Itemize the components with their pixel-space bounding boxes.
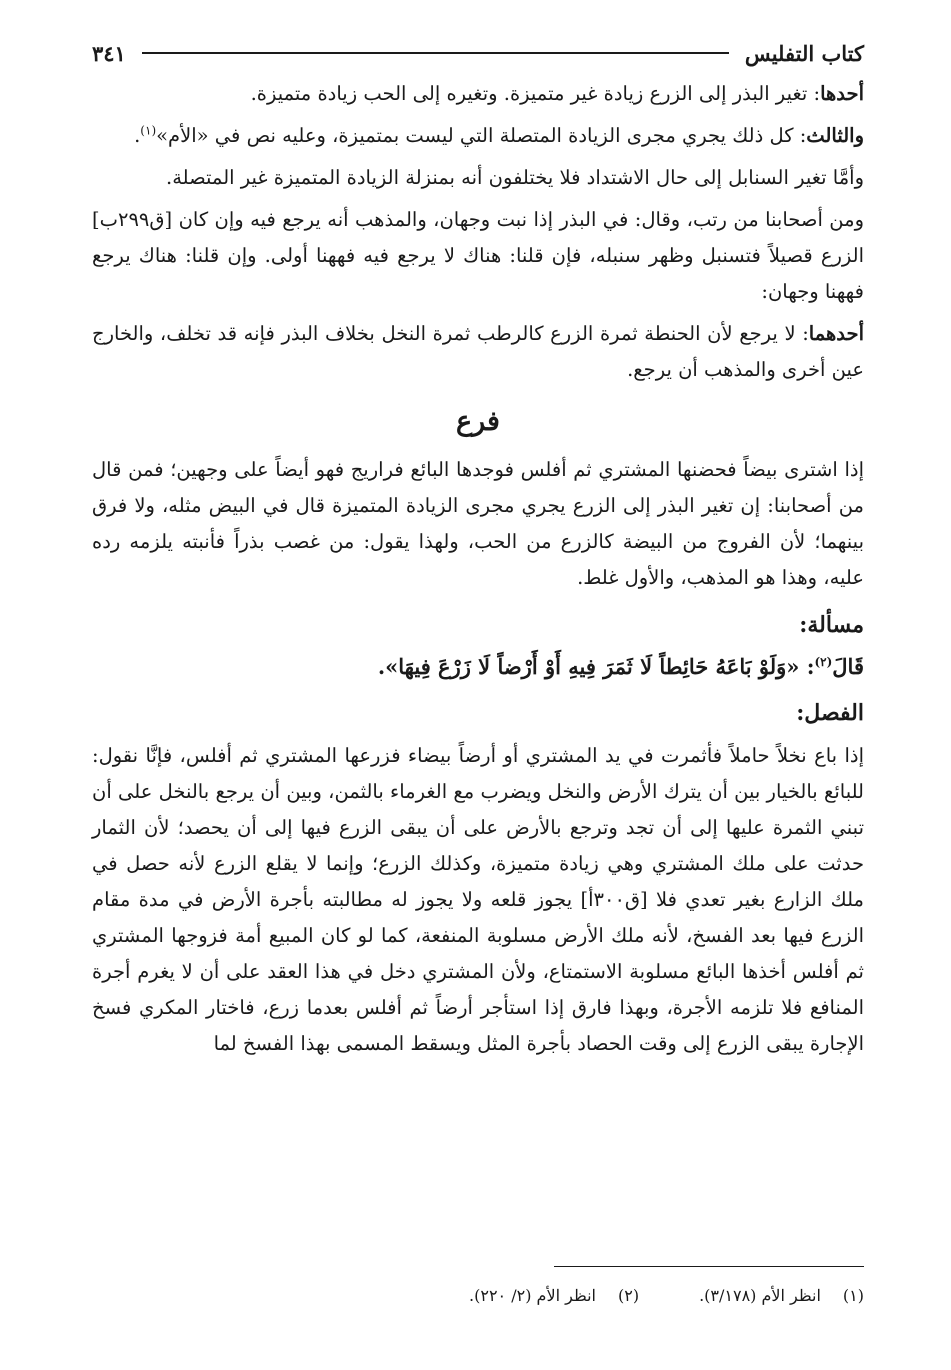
footnote-number: (٢)	[617, 1286, 640, 1305]
footnotes	[92, 1282, 864, 1310]
footnote-text: انظر الأم (٢/ ٢٢٠).	[469, 1286, 596, 1305]
masala-quote	[92, 648, 864, 686]
footnote-ref-1: (١)	[140, 123, 157, 138]
page-number: ٣٤١	[92, 40, 126, 66]
paragraph-text: : تغير البذر إلى الزرع زيادة غير متميزة. وتغيره إلى الحب زيادة متميزة.	[250, 82, 821, 105]
paragraph-text: : كل ذلك يجري مجرى الزيادة المتصلة التي ليست بمتميزة، وعليه نص في «الأم»	[156, 124, 807, 147]
paragraph-text: ومن أصحابنا من رتب، وقال: في البذر إذا نبت وجهان، والمذهب أنه يرجع فيه وإن كان [ق٢٩٩ب] الزرع قصيلاً فتسنبل وظهر سنبله، فإن قلنا: هناك لا يرجع فيه فههنا أولى. وإن قلنا: هناك يرجع فههنا وجهان:	[92, 208, 864, 303]
paragraph-ashab	[92, 202, 864, 310]
footnote-text: انظر الأم (٣/١٧٨).	[699, 1286, 821, 1305]
paragraph-lead: والثالث	[806, 124, 864, 147]
footnote-number: (١)	[842, 1286, 864, 1305]
fasl-heading: الفصل:	[796, 700, 864, 726]
paragraph-tail: .	[134, 124, 141, 147]
paragraph-fasl	[92, 738, 864, 1062]
header-rule	[142, 52, 729, 54]
book-page	[92, 34, 864, 1334]
footnote-divider	[554, 1266, 864, 1267]
paragraph-text: إذا باع نخلاً حاملاً فأثمرت في يد المشتري أو أرضاً بيضاء فزرعها المشتري ثم أفلس، فإنَّا نقول: للبائع بالخيار بين أن يترك الأرض والنخل ويضرب مع الغرماء بالثمن، وبين أن يرجع بالنخل على أن تبني الثمرة عليها إلى أن تجد وترجع بالأرض على أن يبقى الزرع فيها إلى أن يحصد؛ لأن الثمار حدثت على ملك المشتري وهي زيادة متميزة، وكذلك الزرع؛ وإنما لا يقلع الزرع لأنه حصل في ملك الزارع بغير تعدي فلا [ق٣٠٠أ] يجوز قلعه ولا يجوز له مطالبته بأجرة الأرض في مدة مقام الزرع فيها بعد الفسخ، لأنه ملك الأرض مسلوبة المنفعة، كما لو كان المبيع أمة فزوجها المشتري ثم أفلس أخذها البائع مسلوبة الاستمتاع، ولأن المشتري دخل في هذا العقد على أن لا يغرم أجرة المنافع فلا تلزمه الأجرة، وبهذا فارق إذا استأجر أرضاً ثم أفلس بعدما زرع، فاختار المكري فسخ الإجارة يبقى الزرع إلى وقت الحصاد بأجرة المثل ويسقط المسمى بهذا الفسخ لما	[92, 744, 864, 1055]
paragraph-first	[92, 76, 864, 112]
page-content	[92, 76, 864, 1062]
far-heading: فرع	[456, 406, 500, 437]
paragraph-lead: أحدهما	[808, 322, 864, 345]
masala-heading: مسألة:	[799, 612, 864, 638]
paragraph-text: : لا يرجع لأن الحنطة ثمرة الزرع كالرطب ثمرة النخل بخلاف البذر فإنه قد تخلف، والخارج عين أخرى والمذهب أن يرجع.	[92, 322, 864, 381]
paragraph-first-view	[92, 316, 864, 388]
quote-prefix: قَالَ	[832, 654, 864, 679]
paragraph-sanabil	[92, 160, 864, 196]
footnote-1	[699, 1282, 864, 1310]
paragraph-far	[92, 452, 864, 596]
book-title: كتاب التفليس	[744, 40, 864, 66]
paragraph-lead: أحدها	[820, 82, 864, 105]
paragraph-text: إذا اشترى بيضاً فحضنها المشتري ثم أفلس فوجدها البائع فراريج فهو أيضاً على وجهين؛ فمن قال من أصحابنا: إن تغير البذر إلى الزرع يجري مجرى الزيادة المتميزة قال في البيض مثله، ولا فرق بينهما؛ لأن الفروج من البيضة كالزرع من الحب، ولهذا يقول: من غصب بذراً فأنبته يلزمه رده عليه، وهذا هو المذهب، والأول غلط.	[92, 458, 864, 589]
paragraph-text: وأمَّا تغير السنابل إلى حال الاشتداد فلا يختلفون أنه بمنزلة الزيادة المتميزة غير المتصلة.	[166, 166, 864, 189]
quote-text: : «وَلَوْ بَاعَهُ حَائِطاً لَا ثَمَرَ فِيهِ أَوْ أَرْضاً لَا زَرْعَ فِيهَا».	[377, 654, 815, 679]
paragraph-third-opinion	[92, 118, 864, 154]
running-header	[92, 34, 864, 72]
footnote-ref-2: (٢)	[814, 655, 833, 669]
footnote-2	[469, 1282, 639, 1310]
